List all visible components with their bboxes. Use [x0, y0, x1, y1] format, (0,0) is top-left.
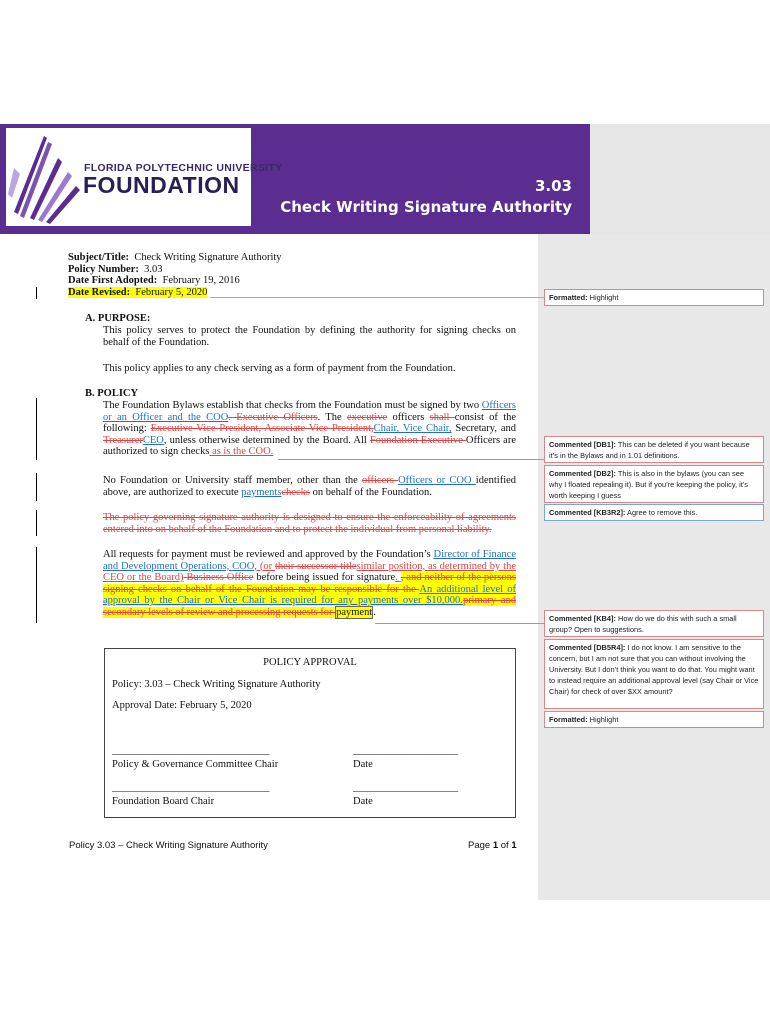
signature-label-committee: Policy & Governance Committee Chair: [112, 759, 279, 770]
header-margin-area: [590, 124, 770, 234]
change-bar: [36, 287, 37, 299]
change-bar: [36, 547, 37, 623]
logo-foundation-name: FOUNDATION: [83, 172, 240, 198]
comment-balloon[interactable]: Commented [KB3R2]: Agree to remove this.: [544, 504, 764, 521]
policy-approval-box: [104, 648, 516, 818]
change-bar: [36, 473, 37, 501]
signature-line-board: ______________________________: [112, 782, 270, 793]
comment-connector: [278, 459, 544, 460]
subject-value: Check Writing Signature Authority: [134, 252, 282, 263]
policy-heading: B. POLICY: [85, 388, 139, 399]
policy-meta: [68, 252, 282, 298]
comment-balloon[interactable]: Commented [KB4]: How do we do this with such a small group? Open to suggestions.: [544, 610, 764, 637]
revised-value: February 5, 2020: [135, 286, 208, 298]
change-bar: [36, 398, 37, 460]
policy-number-value: 3.03: [144, 263, 163, 275]
footer-page-number: Page 1 of 1: [468, 840, 517, 851]
approval-policy-line: Policy: 3.03 – Check Writing Signature Authority: [112, 679, 321, 690]
comment-connector: [210, 297, 544, 298]
purpose-heading: A. PURPOSE:: [85, 313, 151, 324]
date-label-board: Date: [353, 796, 373, 807]
comment-balloon[interactable]: Commented [DB5R4]: I do not know. I am sensitive to the concern, but I am not sure that you can without involving the University. But I don’t think you want to do that. You might want to instead require an additional approval level (say Chair or Vice Chair) for check of over $XX amount?: [544, 639, 764, 709]
comment-balloon[interactable]: Formatted: Highlight: [544, 711, 764, 728]
date-line-committee: ____________________: [353, 745, 458, 756]
purpose-paragraph-2: This policy applies to any check serving as a form of payment from the Foundation.: [103, 363, 456, 374]
comment-balloon[interactable]: Commented [DB1]: This can be deleted if you want because it’s in the Bylaws and in 1.01 definitions.: [544, 436, 764, 463]
logo-mark-icon: [6, 128, 86, 226]
policy-paragraph-3-deleted: The policy governing signature authority is designed to ensure the enforceability of agreements entered into on behalf of the Foundation and to protect the individual from personal liability.: [103, 512, 516, 535]
policy-number-label: Policy Number:: [68, 263, 139, 275]
signature-label-board: Foundation Board Chair: [112, 796, 215, 807]
change-bar: [36, 510, 37, 536]
date-line-board: ____________________: [353, 782, 458, 793]
comments-margin-pane: [538, 234, 770, 900]
policy-title-heading: Check Writing Signature Authority: [280, 198, 572, 216]
purpose-paragraph-1: This policy serves to protect the Foundation by defining the authority for signing checks on behalf of the Foundation.: [103, 325, 516, 348]
comment-balloon[interactable]: Commented [DB2]: This is also in the bylaws (you can see why I floated repealing it). But if you’re keeping the policy, it’s worth keeping I guess: [544, 465, 764, 503]
signature-line-committee: ______________________________: [112, 745, 270, 756]
logo-university-name: FLORIDA POLYTECHNIC UNIVERSITY: [84, 162, 283, 174]
date-label-committee: Date: [353, 759, 373, 770]
adopted-value: February 19, 2016: [162, 275, 240, 287]
policy-number-heading: 3.03: [534, 177, 572, 195]
comment-connector: [375, 623, 544, 624]
policy-paragraph-2: No Foundation or University staff member, other than the officers Officers or COO identified above, are authorized to execute paymentschecks on behalf of the Foundation.: [103, 475, 517, 498]
revised-label: Date Revised:: [68, 286, 131, 298]
approval-date-line: Approval Date: February 5, 2020: [112, 700, 252, 711]
policy-paragraph-1: The Foundation Bylaws establish that checks from the Foundation must be signed by two Officers or an Officer and the COO. Executive Officers. The executive officers shall consist of the following: Executive Vice President, Associate Vice President,Chair, Vice Chair, Secretary, and TreasurerCEO, unless otherwise determined by the Board. All Foundation Executive Officers are authorized to sign checks as is the COO.: [103, 400, 517, 458]
approval-title: POLICY APPROVAL: [263, 657, 357, 668]
subject-label: Subject/Title:: [68, 252, 130, 263]
adopted-label: Date First Adopted:: [68, 275, 158, 287]
footer-policy-title: Policy 3.03 – Check Writing Signature Authority: [69, 840, 268, 851]
policy-paragraph-4: All requests for payment must be reviewed and approved by the Foundation’s Director of Finance and Development Operations, COO, (or their successor titlesimilar position, as determined by the CEO or the Board) Business Office before being issued for signature. , and neither of the persons signing checks on behalf of the Foundation may be responsible for the An additional level of approval by the Chair or Vice Chair is required for any payments over $10,000.primary and secondary levels of review and processing requests for payment.: [103, 549, 517, 618]
comment-balloon[interactable]: Formatted: Highlight: [544, 289, 764, 306]
